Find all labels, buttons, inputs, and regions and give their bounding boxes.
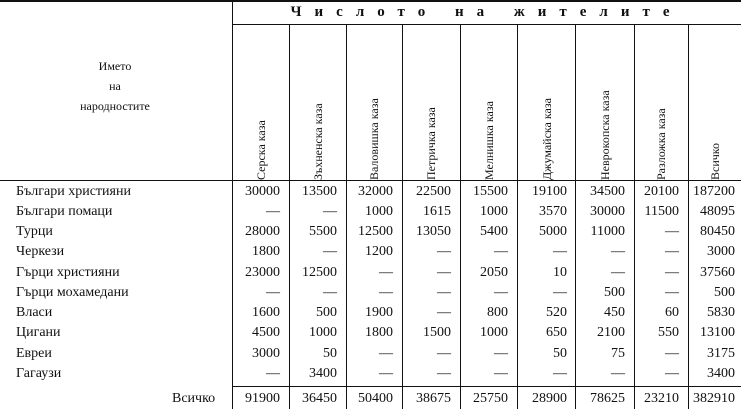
table-cell: — bbox=[437, 346, 451, 361]
row-header-line-3: народностите bbox=[80, 99, 150, 113]
total-cell: 38675 bbox=[416, 391, 451, 406]
table-cell: 11500 bbox=[644, 204, 679, 219]
table-cell: 13500 bbox=[302, 184, 337, 199]
total-row bbox=[0, 389, 741, 409]
table-row bbox=[0, 182, 741, 202]
row-label: Турци bbox=[16, 224, 53, 239]
total-cell: 50400 bbox=[358, 391, 393, 406]
table-cell: 2100 bbox=[597, 325, 625, 340]
table-cell: 48095 bbox=[700, 204, 735, 219]
row-label: Гърци християни bbox=[16, 265, 120, 280]
total-label: Всичко bbox=[172, 391, 216, 406]
table-cell: — bbox=[437, 305, 451, 320]
row-label: Цигани bbox=[16, 325, 61, 340]
table-cell: 37560 bbox=[700, 265, 735, 280]
row-label: Власи bbox=[16, 305, 53, 320]
table-row bbox=[0, 263, 741, 283]
table-cell: 450 bbox=[604, 305, 625, 320]
table-row bbox=[0, 364, 741, 384]
table-cell: 30000 bbox=[245, 184, 280, 199]
table-cell: — bbox=[553, 285, 567, 300]
table-cell: 20100 bbox=[644, 184, 679, 199]
table-cell: 3400 bbox=[707, 366, 735, 381]
table-cell: 3400 bbox=[309, 366, 337, 381]
table-cell: 1900 bbox=[365, 305, 393, 320]
table-cell: 1200 bbox=[365, 244, 393, 259]
table-row bbox=[0, 202, 741, 222]
table-cell: 1600 bbox=[252, 305, 280, 320]
table-row bbox=[0, 242, 741, 262]
table-cell: — bbox=[611, 244, 625, 259]
table-cell: 500 bbox=[604, 285, 625, 300]
top-rule bbox=[0, 0, 741, 2]
table-cell: — bbox=[665, 366, 679, 381]
table-cell: 3000 bbox=[252, 346, 280, 361]
total-cell: 25750 bbox=[473, 391, 508, 406]
table-cell: — bbox=[611, 366, 625, 381]
total-cell: 91900 bbox=[245, 391, 280, 406]
table-cell: 1500 bbox=[423, 325, 451, 340]
table-cell: — bbox=[266, 285, 280, 300]
table-cell: 5000 bbox=[539, 224, 567, 239]
table-cell: 5500 bbox=[309, 224, 337, 239]
column-header-4: Петричка каза bbox=[424, 107, 438, 180]
row-label: Гагаузи bbox=[16, 366, 62, 381]
table-cell: 187200 bbox=[693, 184, 735, 199]
row-label: Черкези bbox=[16, 244, 65, 259]
column-header-3: Валовишка каза bbox=[367, 98, 381, 180]
table-cell: — bbox=[437, 265, 451, 280]
table-cell: — bbox=[665, 224, 679, 239]
table-cell: — bbox=[323, 244, 337, 259]
table-cell: 550 bbox=[658, 325, 679, 340]
table-cell: 500 bbox=[714, 285, 735, 300]
row-header-line-2: на bbox=[109, 79, 121, 93]
table-cell: — bbox=[494, 346, 508, 361]
table-cell: 32000 bbox=[358, 184, 393, 199]
table-cell: 13100 bbox=[700, 325, 735, 340]
table-cell: — bbox=[379, 346, 393, 361]
total-cell: 382910 bbox=[693, 391, 735, 406]
table-cell: — bbox=[379, 285, 393, 300]
table-cell: 50 bbox=[553, 346, 567, 361]
table-cell: — bbox=[379, 265, 393, 280]
table-cell: 11000 bbox=[590, 224, 625, 239]
row-label: Българи помаци bbox=[16, 204, 113, 219]
table-cell: 10 bbox=[553, 265, 567, 280]
column-header-8: Разложка каза bbox=[654, 108, 668, 180]
table-cell: — bbox=[553, 244, 567, 259]
super-header: Числото на жителите bbox=[290, 4, 683, 20]
table-cell: 13050 bbox=[416, 224, 451, 239]
table-cell: 800 bbox=[487, 305, 508, 320]
column-header-2: Зъхненска каза bbox=[311, 103, 325, 180]
total-cell: 78625 bbox=[590, 391, 625, 406]
column-header-9: Всичко bbox=[708, 142, 722, 180]
total-rule bbox=[232, 386, 741, 387]
table-cell: — bbox=[494, 366, 508, 381]
table-row bbox=[0, 283, 741, 303]
table-cell: 15500 bbox=[473, 184, 508, 199]
table-cell: 22500 bbox=[416, 184, 451, 199]
table-cell: — bbox=[665, 244, 679, 259]
total-cell: 28900 bbox=[532, 391, 567, 406]
table-cell: 1800 bbox=[252, 244, 280, 259]
column-header-1: Серска каза bbox=[254, 120, 268, 180]
table-cell: — bbox=[665, 346, 679, 361]
table-row bbox=[0, 344, 741, 364]
table-cell: 1000 bbox=[480, 204, 508, 219]
table-cell: 1800 bbox=[365, 325, 393, 340]
table-cell: 3000 bbox=[707, 244, 735, 259]
table-cell: — bbox=[553, 366, 567, 381]
row-label: Българи християни bbox=[16, 184, 131, 199]
column-header-6: Джумайска каза bbox=[540, 98, 554, 180]
table-cell: 3570 bbox=[539, 204, 567, 219]
table-cell: 1615 bbox=[423, 204, 451, 219]
table-cell: 34500 bbox=[590, 184, 625, 199]
table-cell: — bbox=[437, 285, 451, 300]
table-cell: 500 bbox=[316, 305, 337, 320]
column-header-7: Неврокопска каза bbox=[598, 90, 612, 180]
table-cell: — bbox=[611, 265, 625, 280]
table-cell: 50 bbox=[323, 346, 337, 361]
table-cell: — bbox=[665, 265, 679, 280]
table-row bbox=[0, 222, 741, 242]
table-cell: — bbox=[494, 285, 508, 300]
column-header-5: Мелнишка каза bbox=[482, 101, 496, 180]
table-cell: — bbox=[323, 204, 337, 219]
row-label: Гърци мохамедани bbox=[16, 285, 129, 300]
table-cell: 75 bbox=[611, 346, 625, 361]
table-cell: 650 bbox=[546, 325, 567, 340]
table-cell: 1000 bbox=[365, 204, 393, 219]
table-row bbox=[0, 323, 741, 343]
table-cell: 5400 bbox=[480, 224, 508, 239]
table-cell: — bbox=[437, 244, 451, 259]
header-bottom-rule bbox=[0, 180, 741, 181]
table-cell: 1000 bbox=[309, 325, 337, 340]
table-cell: — bbox=[266, 366, 280, 381]
row-header-line-1: Името bbox=[98, 59, 132, 73]
table-cell: 60 bbox=[665, 305, 679, 320]
table-cell: 3175 bbox=[707, 346, 735, 361]
total-cell: 23210 bbox=[644, 391, 679, 406]
total-cell: 36450 bbox=[302, 391, 337, 406]
row-label: Евреи bbox=[16, 346, 52, 361]
table-cell: — bbox=[494, 244, 508, 259]
table-cell: 4500 bbox=[252, 325, 280, 340]
table-cell: — bbox=[266, 204, 280, 219]
table-cell: 1000 bbox=[480, 325, 508, 340]
row-header bbox=[40, 56, 190, 116]
table-cell: 28000 bbox=[245, 224, 280, 239]
table-row bbox=[0, 303, 741, 323]
table-cell: 23000 bbox=[245, 265, 280, 280]
table-cell: 80450 bbox=[700, 224, 735, 239]
table-cell: 520 bbox=[546, 305, 567, 320]
table-cell: — bbox=[665, 285, 679, 300]
table-cell: — bbox=[379, 366, 393, 381]
table-cell: 30000 bbox=[590, 204, 625, 219]
table-cell: 5830 bbox=[707, 305, 735, 320]
table-cell: 19100 bbox=[532, 184, 567, 199]
table-cell: — bbox=[323, 285, 337, 300]
table-cell: 12500 bbox=[302, 265, 337, 280]
super-header-rule bbox=[232, 24, 741, 25]
table-cell: 12500 bbox=[358, 224, 393, 239]
table-cell: 2050 bbox=[480, 265, 508, 280]
table-cell: — bbox=[437, 366, 451, 381]
